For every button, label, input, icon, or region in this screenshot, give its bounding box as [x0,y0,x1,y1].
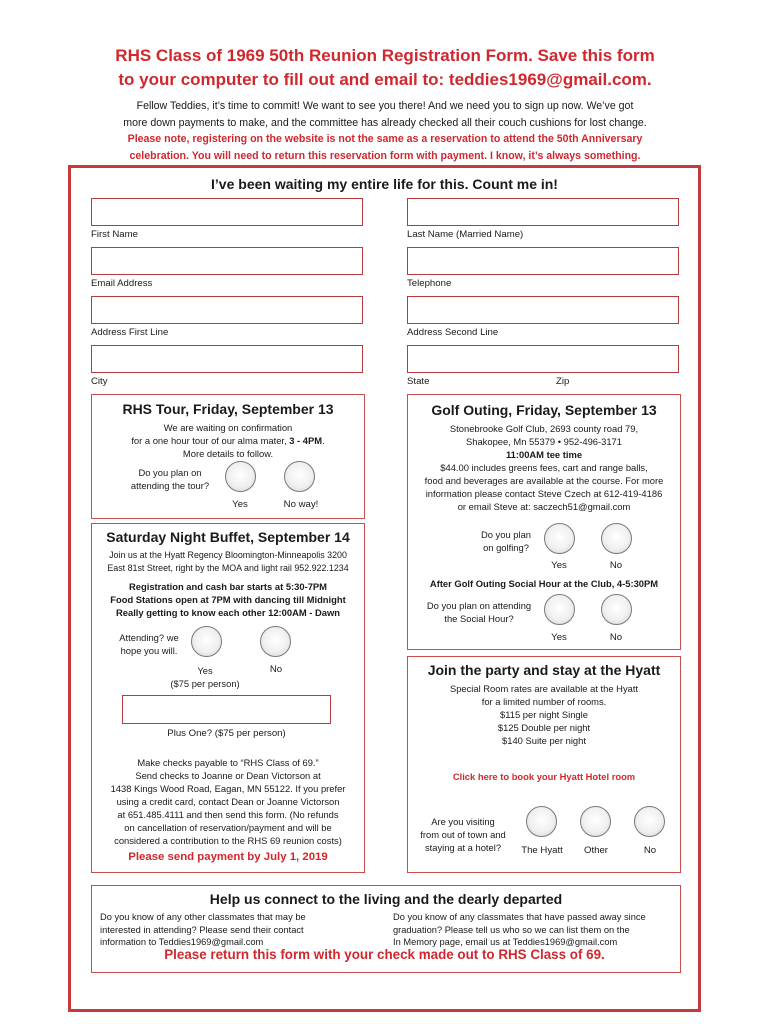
email-label: Email Address [91,278,153,289]
plus-one-label: Plus One? ($75 per person) [167,728,286,739]
golf-yes-label: Yes [551,560,567,571]
connect-heading: Help us connect to the living and the dearly departed [209,891,563,907]
buffet-heading: Saturday Night Buffet, September 14 [106,529,350,545]
state-label: State [407,376,430,387]
zip-label: Zip [556,376,570,387]
tour-detail-line: for a one hour tour of our alma mater, 3 - 4PM. [131,435,325,446]
hyatt-option-label: The Hyatt [521,845,563,856]
telephone-field[interactable] [407,247,679,275]
connect-departed-text: Do you know of any classmates that have passed away since graduation? Please tell us who so we can list them on the In Memory page, email us at Teddies1969@gmail.com [393,912,646,947]
intro-line-1: Fellow Teddies, it’s time to commit! We want to see you there! And we need you to sign up now. We’ve got [136,100,634,112]
tour-yes-label: Yes [232,499,248,510]
buffet-yes-radio[interactable] [191,626,222,657]
other-hotel-radio[interactable] [580,806,611,837]
social-no-radio[interactable] [601,594,632,625]
telephone-label: Telephone [407,278,452,289]
payment-deadline: Please send payment by July 1, 2019 [128,851,328,863]
title-line-1: RHS Class of 1969 50th Reunion Registration Form. Save this form [115,46,655,65]
email-field[interactable] [91,247,363,275]
payment-instructions: Make checks payable to “RHS Class of 69.” Send checks to Joanne or Dean Victorson at 1438 Kings Wood Road, Eagan, MN 55122. If you prefer using a credit card, contact Dean or Joanne Victorson at 651.485.4111 and then send this form. (No refunds on cancellation of reservation/payment and will be considered a contribution to the RHS 69 reunion costs) [110,757,346,846]
connect-living-text: Do you know of any other classmates that may be interested in attending? Please send their contact information to Teddies1969@gmail.com [100,912,306,947]
social-no-label: No [609,632,623,643]
warning-line-1: Please note, registering on the website is not the same as a reservation to attend the 50th Anniversary [127,133,643,145]
tour-no-label: No way! [283,499,319,510]
golf-details: Stonebrooke Golf Club, 2693 county road 79, Shakopee, Mn 55379 • 952-496-3171 11:00AM tee time $44.00 includes greens fees, cart and range balls, food and beverages are available at the course. For more information please contact Steve Czech at 612-419-4186 or email Steve at: saczech51@gmail.com [424,423,664,512]
golf-yes-radio[interactable] [544,523,575,554]
footer-note: Please return this form with your check made out to RHS Class of 69. [164,947,605,962]
buffet-no-radio[interactable] [260,626,291,657]
first-name-label: First Name [91,229,138,240]
address-line-2-label: Address Second Line [407,327,499,338]
first-name-field[interactable] [91,198,363,226]
golf-heading: Golf Outing, Friday, September 13 [431,402,657,418]
address-line-2-field[interactable] [407,296,679,324]
last-name-field[interactable] [407,198,679,226]
hyatt-rates: Special Room rates are available at the Hyatt for a limited number of rooms. $115 per night Single $125 Double per night $140 Suite per night [449,683,639,746]
golf-question: Do you plan on golfing? [480,529,532,553]
social-yes-radio[interactable] [544,594,575,625]
tour-no-radio[interactable] [284,461,315,492]
golf-no-radio[interactable] [601,523,632,554]
hyatt-question: Are you visiting from out of town and staying at a hotel? [420,816,506,853]
buffet-location: Join us at the Hyatt Regency Bloomington-Minneapolis 3200 East 81st Street, right by the MOA and light rail 952.922.1234 [107,550,349,573]
no-hotel-radio[interactable] [634,806,665,837]
last-name-label: Last Name (Married Name) [407,229,524,240]
form-title [0,44,770,92]
hyatt-heading: Join the party and stay at the Hyatt [427,662,661,678]
tour-yes-radio[interactable] [225,461,256,492]
warning-line-2: celebration. You will need to return this reservation form with payment. I know, it’s always something. [129,149,641,162]
social-hour-question: Do you plan on attending the Social Hour? [426,600,532,624]
address-line-1-field[interactable] [91,296,363,324]
golf-no-label: No [609,560,623,571]
social-yes-label: Yes [551,632,567,643]
tour-details [95,421,361,460]
tour-question: Do you plan on attending the tour? [130,467,210,491]
title-line-2: to your computer to fill out and email to: teddies1969@gmail.com. [118,70,652,89]
tour-heading: RHS Tour, Friday, September 13 [122,401,334,417]
buffet-yes-label: Yes ($75 per person) [170,665,240,689]
other-option-label: Other [584,845,608,856]
contact-heading: I’ve been waiting my entire life for this. Count me in! [211,176,558,192]
buffet-question: Attending? we hope you will. [119,632,179,656]
social-hour-heading: After Golf Outing Social Hour at the Club, 4-5:30PM [429,578,659,589]
city-field[interactable] [91,345,363,373]
book-hyatt-link[interactable]: Click here to book your Hyatt Hotel room [452,771,636,782]
address-line-1-label: Address First Line [91,327,169,338]
hyatt-radio[interactable] [526,806,557,837]
tour-detail-line: More details to follow. [182,448,274,459]
city-label: City [91,376,108,387]
buffet-no-label: No [269,664,283,675]
buffet-schedule: Registration and cash bar starts at 5:30-7PM Food Stations open at 7PM with dancing till Midnight Really getting to know each other 12:00AM - Dawn [110,581,346,618]
intro-line-2: more down payments to make, and the committee has already checked all their couch cushions for lost change. [123,116,647,129]
plus-one-field[interactable] [122,695,331,724]
intro-text [80,98,690,164]
tour-detail-line: We are waiting on confirmation [163,422,293,433]
state-zip-field[interactable] [407,345,679,373]
no-option-label: No [643,845,657,856]
